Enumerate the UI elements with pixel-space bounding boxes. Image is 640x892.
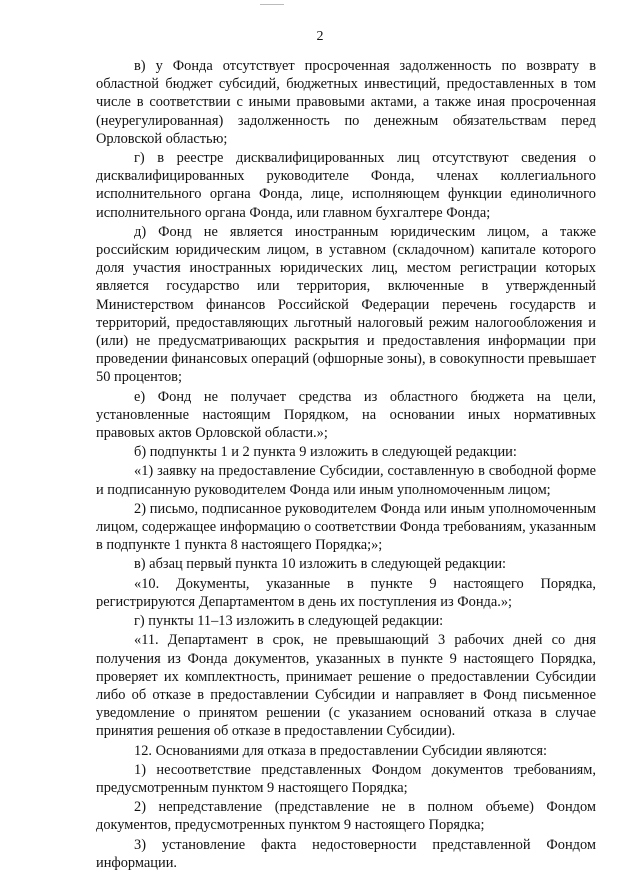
paragraph-disqualified-registry: г) в реестре дисквалифицированных лиц отсутствуют сведения о дисквалифицированных руководителе Фонда, членах коллегиального исполнительного органа Фонда, лице, исполняющем функции единоличного исполнительного органа Фонда, или главном бухгалтере Фонда; <box>96 150 596 221</box>
page-number: 2 <box>316 29 324 44</box>
paragraph-application: «1) заявку на предоставление Субсидии, составленную в свободной форме и подписанную руководителем Фонда или иным уполномоченным лицом; <box>96 463 596 498</box>
paragraph-point-12: 12. Основаниями для отказа в предоставлении Субсидии являются: <box>134 742 548 759</box>
paragraph-no-other-funding: е) Фонд не получает средства из областного бюджета на цели, установленные настоящим Порядком, на основании иных нормативных правовых актов Орловской области.»; <box>96 388 596 442</box>
paragraph-amend-points-11-13: г) пункты 11–13 изложить в следующей редакции: <box>134 613 444 630</box>
paragraph-amend-point-10: в) абзац первый пункта 10 изложить в следующей редакции: <box>134 556 507 573</box>
paragraph-refusal-reason-2: 2) непредставление (представление не в полном объеме) Фондом документов, предусмотренных пунктом 9 настоящего Порядка; <box>96 799 596 834</box>
scan-mark <box>260 4 284 5</box>
paragraph-amend-point-9: б) подпункты 1 и 2 пункта 9 изложить в следующей редакции: <box>134 444 517 461</box>
paragraph-letter: 2) письмо, подписанное руководителем Фонда или иным уполномоченным лицом, содержащее информацию о соответствии Фонда требованиям, указанным в подпункте 1 пункта 8 настоящего Порядка;»; <box>96 500 596 554</box>
paragraph-refusal-reason-1: 1) несоответствие представленных Фондом документов требованиям, предусмотренным пунктом 9 настоящего Порядка; <box>96 761 596 796</box>
document-body <box>96 57 596 872</box>
paragraph-point-10: «10. Документы, указанные в пункте 9 настоящего Порядка, регистрируются Департаментом в день их поступления из Фонда.»; <box>96 575 596 610</box>
paragraph-refusal-reason-3: 3) установление факта недостоверности представленной Фондом информации. <box>96 836 596 871</box>
paragraph-point-11: «11. Департамент в срок, не превышающий 3 рабочих дней со дня получения из Фонда документов, указанных в пункте 9 настоящего Порядка, проверяет их комплектность, принимает решение о предоставлении Субсидии либо об отказе в предоставлении Субсидии и направляет в Фонд письменное уведомление о принятом решении (с указанием оснований отказа в случае принятия решения об отказе в предоставлении Субсидии). <box>96 632 596 740</box>
paragraph-debt-requirement: в) у Фонда отсутствует просроченная задолженность по возврату в областной бюджет субсидий, бюджетных инвестиций, предоставленных в том числе в соответствии с иными правовыми актами, а также иная просроченная (неурегулированная) задолженность по денежным обязательствам перед Орловской областью; <box>96 58 596 147</box>
paragraph-foreign-entity: д) Фонд не является иностранным юридическим лицом, а также российским юридическим лицом, в уставном (складочном) капитале которого доля участия иностранных юридических лиц, местом регистрации которых является государство или территория, включенные в утвержденный Министерством финансов Российской Федерации перечень государств и территорий, предоставляющих льготный налоговый режим налогообложения и (или) не предусматривающих раскрытия и предоставления информации при проведении финансовых операций (офшорные зоны), в совокупности превышает 50 процентов; <box>96 223 596 386</box>
